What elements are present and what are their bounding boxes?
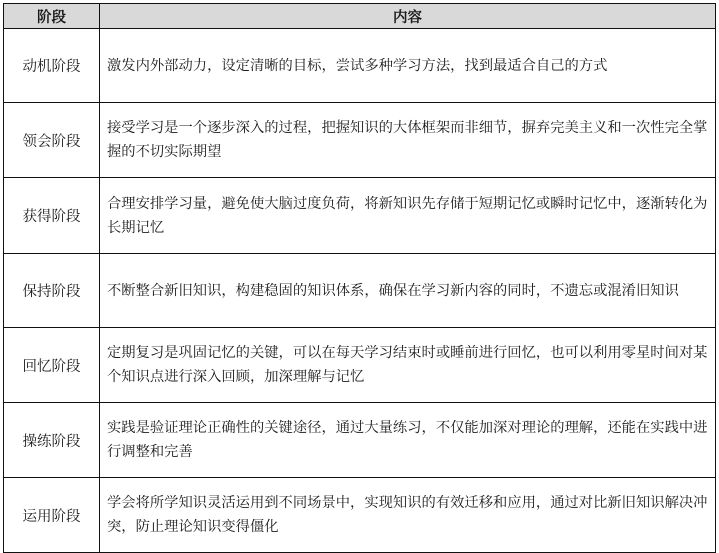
learning-stages-table bbox=[3, 3, 716, 553]
header-content: 内容 bbox=[100, 4, 716, 29]
stage-table-container bbox=[3, 3, 716, 553]
stage-cell: 回忆阶段 bbox=[4, 328, 100, 403]
content-cell: 接受学习是一个逐步深入的过程，把握知识的大体框架而非细节，摒弃完美主义和一次性完全掌握的不切实际期望 bbox=[100, 103, 716, 178]
header-stage: 阶段 bbox=[4, 4, 100, 29]
table-row bbox=[4, 103, 716, 178]
content-cell: 不断整合新旧知识，构建稳固的知识体系，确保在学习新内容的同时，不遗忘或混淆旧知识 bbox=[100, 254, 716, 328]
content-cell: 合理安排学习量，避免使大脑过度负荷，将新知识先存储于短期记忆或瞬时记忆中，逐渐转化为长期记忆 bbox=[100, 178, 716, 254]
table-row bbox=[4, 29, 716, 103]
stage-cell: 操练阶段 bbox=[4, 403, 100, 478]
table-row bbox=[4, 478, 716, 553]
table-row bbox=[4, 178, 716, 254]
content-cell: 实践是验证理论正确性的关键途径，通过大量练习，不仅能加深对理论的理解，还能在实践中进行调整和完善 bbox=[100, 403, 716, 478]
content-cell: 定期复习是巩固记忆的关键，可以在每天学习结束时或睡前进行回忆，也可以利用零星时间对某个知识点进行深入回顾，加深理解与记忆 bbox=[100, 328, 716, 403]
stage-cell: 运用阶段 bbox=[4, 478, 100, 553]
table-header-row bbox=[4, 4, 716, 29]
stage-cell: 领会阶段 bbox=[4, 103, 100, 178]
table-row bbox=[4, 328, 716, 403]
content-cell: 激发内外部动力，设定清晰的目标，尝试多种学习方法，找到最适合自己的方式 bbox=[100, 29, 716, 103]
content-cell: 学会将所学知识灵活运用到不同场景中，实现知识的有效迁移和应用，通过对比新旧知识解决冲突，防止理论知识变得僵化 bbox=[100, 478, 716, 553]
table-row bbox=[4, 403, 716, 478]
stage-cell: 保持阶段 bbox=[4, 254, 100, 328]
stage-cell: 获得阶段 bbox=[4, 178, 100, 254]
table-row bbox=[4, 254, 716, 328]
stage-cell: 动机阶段 bbox=[4, 29, 100, 103]
